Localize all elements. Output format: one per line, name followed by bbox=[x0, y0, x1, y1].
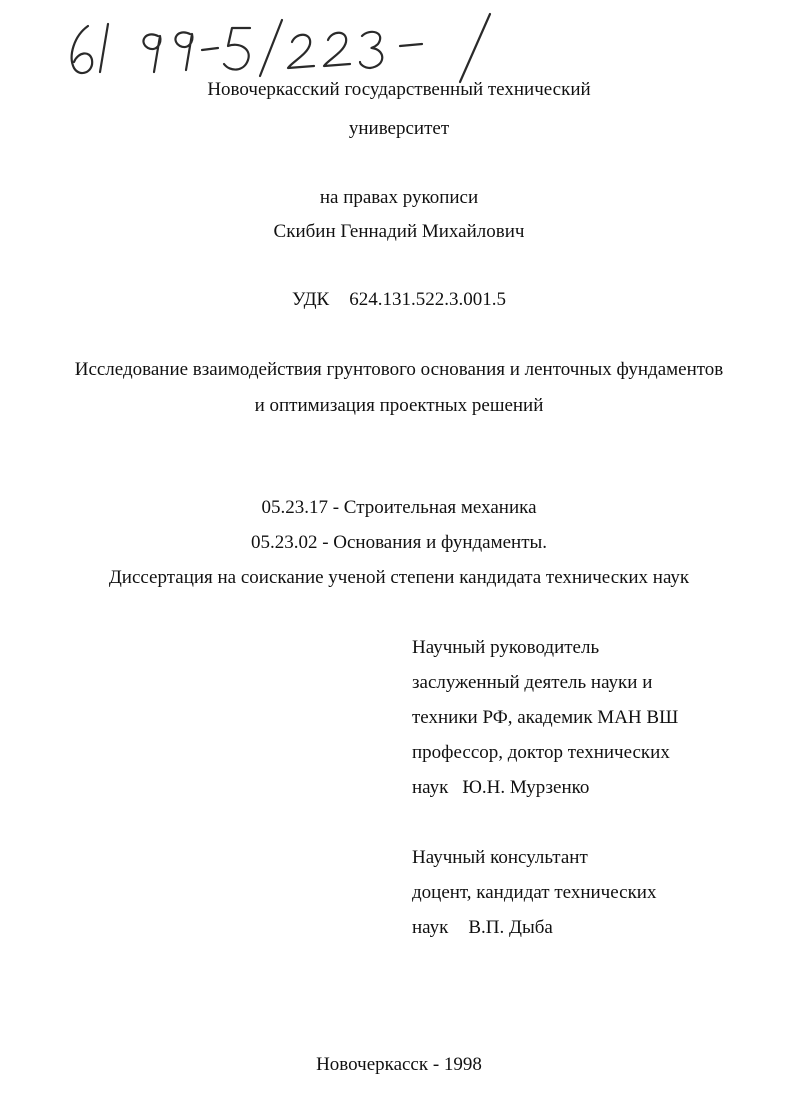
specialty-1: 05.23.17 - Строительная механика bbox=[261, 497, 537, 518]
udc-line bbox=[0, 288, 798, 312]
degree-statement: Диссертация на соискание ученой степени кандидата технических наук bbox=[108, 567, 690, 588]
udc-code: 624.131.522.3.001.5 bbox=[349, 289, 506, 310]
thesis-title-line-1: Исследование взаимодействия грунтового основания и ленточных фундаментов bbox=[74, 359, 724, 380]
footer-city-year: Новочеркасск - 1998 bbox=[316, 1054, 482, 1075]
consultant-line-2 bbox=[412, 916, 553, 940]
thesis-title-line-2: и оптимизация проектных решений bbox=[254, 395, 544, 416]
consultant-prefix: наук bbox=[412, 917, 449, 938]
manuscript-rights: на правах рукописи bbox=[319, 187, 479, 208]
supervisor-line-3: профессор, доктор технических bbox=[412, 742, 670, 763]
supervisor-line-4 bbox=[412, 776, 589, 800]
consultant-role: Научный консультант bbox=[412, 847, 588, 868]
institution-line-2: университет bbox=[348, 118, 450, 139]
supervisor-role: Научный руководитель bbox=[412, 637, 600, 658]
supervisor-prefix: наук bbox=[412, 777, 449, 798]
udc-label: УДК bbox=[292, 289, 330, 310]
supervisor-line-1: заслуженный деятель науки и bbox=[412, 672, 653, 693]
institution-line-1: Новочеркасский государственный технический bbox=[207, 79, 591, 100]
consultant-line-1: доцент, кандидат технических bbox=[412, 882, 657, 903]
handwritten-archive-number bbox=[60, 6, 520, 86]
author-name: Скибин Геннадий Михайлович bbox=[273, 221, 525, 242]
specialty-2: 05.23.02 - Основания и фундаменты. bbox=[250, 532, 548, 553]
supervisor-line-2: техники РФ, академик МАН ВШ bbox=[412, 707, 679, 728]
supervisor-name: Ю.Н. Мурзенко bbox=[462, 777, 590, 798]
consultant-name: В.П. Дыба bbox=[468, 917, 553, 938]
